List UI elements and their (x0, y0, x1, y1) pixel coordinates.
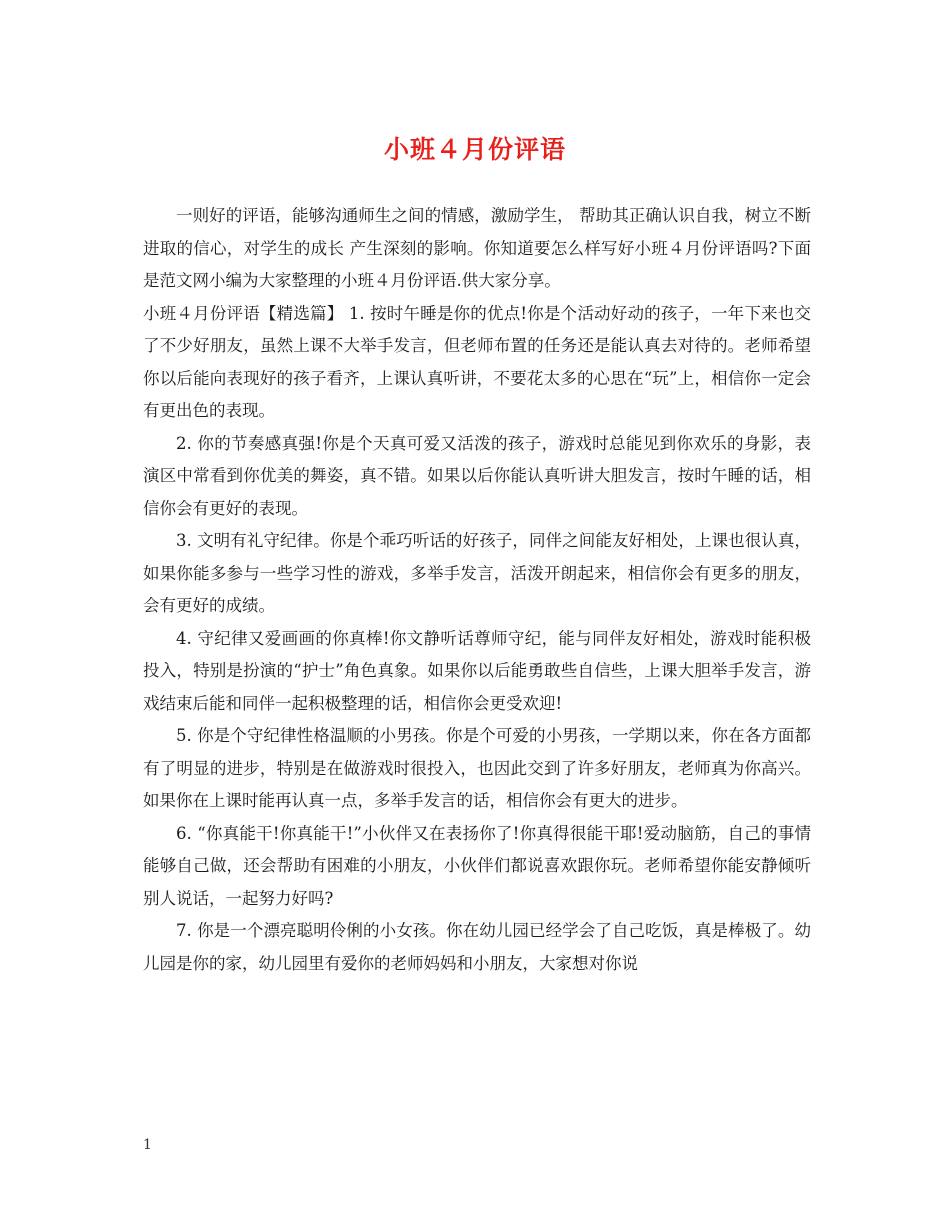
paragraph-item-7: 7. 你是一个漂亮聪明伶俐的小女孩。你在幼儿园已经学会了自己吃饭，真是棒极了。幼儿园是你的家，幼儿园里有爱你的老师妈妈和小朋友，大家想对你说 (143, 921, 811, 973)
document-body (143, 200, 811, 980)
paragraph-item-5: 5. 你是个守纪律性格温顺的小男孩。你是个可爱的小男孩，一学期以来，你在各方面都有了明显的进步，特别是在做游戏时很投入，也因此交到了许多好朋友，老师真为你高兴。如果你在上课时能再认真一点，多举手发言的话，相信你会有更大的进步。 (143, 726, 811, 810)
paragraph-item-1: 小班４月份评语【精选篇】 1. 按时午睡是你的优点!你是个活动好动的孩子，一年下来也交了不少好朋友，虽然上课不大举手发言，但老师布置的任务还是能认真去对待的。老师希望你以后能向表现好的孩子看齐，上课认真听讲，不要花太多的心思在“玩”上，相信你一定会有更出色的表现。 (143, 303, 811, 420)
paragraph-item-2: 2. 你的节奏感真强!你是个天真可爱又活泼的孩子，游戏时总能见到你欢乐的身影，表演区中常看到你优美的舞姿，真不错。如果以后你能认真听讲大胆发言，按时午睡的话，相信你会有更好的表现。 (143, 433, 811, 518)
page-number: 1 (143, 1137, 152, 1153)
paragraph-item-6: 6. “你真能干!你真能干!”小伙伴又在表扬你了!你真得很能干耶!爱动脑筋，自己的事情能够自己做，还会帮助有困难的小朋友，小伙伴们都说喜欢跟你玩。老师希望你能安静倾听别人说话，一起努力好吗? (143, 823, 811, 908)
paragraph-item-4: 4. 守纪律又爱画画的你真棒!你文静听话尊师守纪，能与同伴友好相处，游戏时能积极投入，特别是扮演的“护士”角色真象。如果你以后能勇敢些自信些，上课大胆举手发言，游戏结束后能和同伴一起积极整理的话，相信你会更受欢迎! (143, 628, 811, 713)
page-title: 小班４月份评语 (383, 135, 566, 164)
paragraph-intro: 一则好的评语，能够沟通师生之间的情感，激励学生， 帮助其正确认识自我，树立不断进取的信心，对学生的成长 产生深刻的影响。你知道要怎么样写好小班４月份评语吗?下面是范文网小编为大家整理的小班４月份评语.供大家分享。 (143, 206, 811, 290)
paragraph-item-3: 3. 文明有礼守纪律。你是个乖巧听话的好孩子，同伴之间能友好相处，上课也很认真，如果你能多参与一些学习性的游戏，多举手发言，活泼开朗起来，相信你会有更多的朋友，会有更好的成绩。 (143, 531, 811, 615)
